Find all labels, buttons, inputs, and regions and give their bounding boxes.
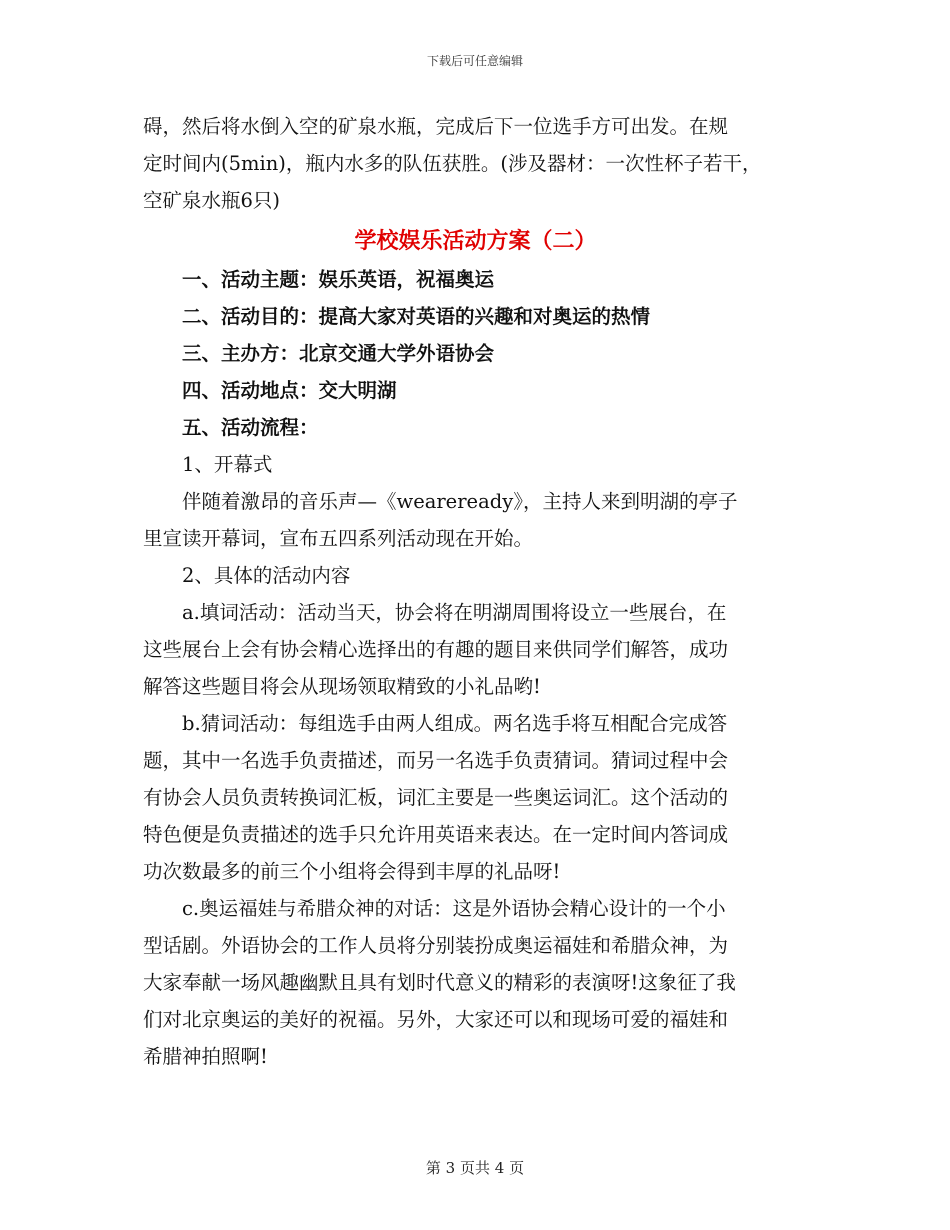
activity-b-line: 特色便是负责描述的选手只允许用英语来表达。在一定时间内答词成 bbox=[143, 823, 729, 846]
intro-line: 空矿泉水瓶6只) bbox=[143, 189, 281, 212]
activity-c-line: c.奥运福娃与希腊众神的对话：这是外语协会精心设计的一个小 bbox=[182, 897, 726, 920]
section1-heading: 1、开幕式 bbox=[182, 453, 273, 476]
section2-heading: 2、具体的活动内容 bbox=[182, 564, 351, 587]
activity-a-line: a.填词活动：活动当天，协会将在明湖周围将设立一些展台，在 bbox=[182, 601, 727, 624]
activity-c-line: 大家奉献一场风趣幽默且具有划时代意义的精彩的表演呀!这象征了我 bbox=[143, 971, 736, 994]
activity-b-line: 有协会人员负责转换词汇板，词汇主要是一些奥运词汇。这个活动的 bbox=[143, 786, 729, 809]
document-body bbox=[143, 108, 808, 1075]
section1-line: 里宣读开幕词，宣布五四系列活动现在开始。 bbox=[143, 527, 534, 550]
heading-theme: 一、活动主题：娱乐英语，祝福奥运 bbox=[182, 268, 495, 291]
activity-b-line: 题，其中一名选手负责描述，而另一名选手负责猜词。猜词过程中会 bbox=[143, 749, 729, 772]
activity-a-line: 解答这些题目将会从现场领取精致的小礼品哟! bbox=[143, 675, 541, 698]
activity-b-line: b.猜词活动：每组选手由两人组成。两名选手将互相配合完成答 bbox=[182, 712, 728, 735]
heading-location: 四、活动地点：交大明湖 bbox=[182, 379, 397, 402]
activity-b-line: 功次数最多的前三个小组将会得到丰厚的礼品呀! bbox=[143, 860, 561, 883]
heading-process: 五、活动流程： bbox=[182, 416, 319, 439]
page-footer: 第 3 页共 4 页 bbox=[425, 1159, 525, 1177]
activity-a-line: 这些展台上会有协会精心选择出的有趣的题目来供同学们解答，成功 bbox=[143, 638, 729, 661]
document-title: 学校娱乐活动方案（二） bbox=[354, 228, 597, 254]
heading-purpose: 二、活动目的：提高大家对英语的兴趣和对奥运的热情 bbox=[182, 305, 651, 328]
intro-line: 定时间内(5min)，瓶内水多的队伍获胜。(涉及器材：一次性杯子若干， bbox=[143, 152, 762, 175]
section1-line: 伴随着激昂的音乐声—《weareready》，主持人来到明湖的亭子 bbox=[182, 490, 738, 513]
activity-c-line: 们对北京奥运的美好的祝福。另外，大家还可以和现场可爱的福娃和 bbox=[143, 1008, 729, 1031]
activity-c-line: 型话剧。外语协会的工作人员将分别装扮成奥运福娃和希腊众神，为 bbox=[143, 934, 729, 957]
intro-line: 碍，然后将水倒入空的矿泉水瓶，完成后下一位选手方可出发。在规 bbox=[143, 115, 729, 138]
page-header: 下载后可任意编辑 bbox=[426, 54, 523, 68]
heading-organizer: 三、主办方：北京交通大学外语协会 bbox=[182, 342, 495, 365]
activity-c-line: 希腊神拍照啊! bbox=[143, 1045, 268, 1068]
